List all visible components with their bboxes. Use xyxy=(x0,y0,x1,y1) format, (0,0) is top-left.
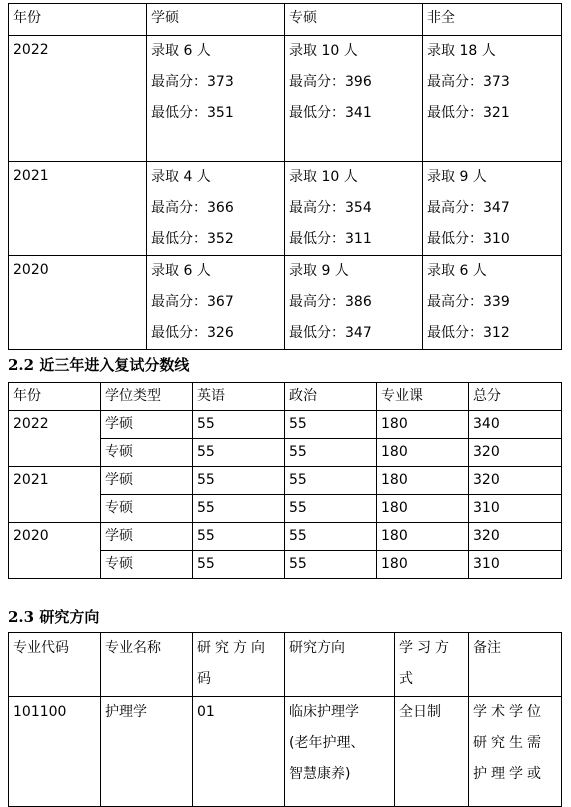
english-cell: 55 xyxy=(193,467,285,495)
major-name-cell: 护理学 xyxy=(101,697,193,807)
year-cell: 2022 xyxy=(9,36,147,162)
politics-cell: 55 xyxy=(285,551,377,579)
header-cell: 年份 xyxy=(9,383,101,411)
note-line: 研究生需 xyxy=(473,735,545,751)
min-score: 最低分：312 xyxy=(427,325,510,341)
politics-cell: 55 xyxy=(285,523,377,551)
min-score: 最低分：351 xyxy=(151,105,234,121)
major-cell: 180 xyxy=(377,551,469,579)
total-cell: 320 xyxy=(469,439,562,467)
research-direction-table xyxy=(8,632,562,807)
table-row xyxy=(9,697,562,807)
note-line: 护理学或 xyxy=(473,766,545,782)
direction-cell xyxy=(285,697,395,807)
admit-cell xyxy=(423,36,562,162)
min-score: 最低分：326 xyxy=(151,325,234,341)
min-score: 最低分：341 xyxy=(289,105,372,121)
table-row xyxy=(9,467,562,495)
direction-line: 智慧康养) xyxy=(289,766,351,782)
header-cell: 年份 xyxy=(9,4,147,36)
admit-cell xyxy=(285,162,423,256)
note-line: 学术学位 xyxy=(473,704,545,720)
degree-type-cell: 学硕 xyxy=(101,523,193,551)
admit-cell xyxy=(147,162,285,256)
total-cell: 310 xyxy=(469,495,562,523)
max-score: 最高分：339 xyxy=(427,294,510,310)
politics-cell: 55 xyxy=(285,467,377,495)
min-score: 最低分：310 xyxy=(427,231,510,247)
english-cell: 55 xyxy=(193,551,285,579)
admit-cell xyxy=(423,256,562,350)
max-score: 最高分：366 xyxy=(151,200,234,216)
english-cell: 55 xyxy=(193,495,285,523)
table-header-row xyxy=(9,383,562,411)
year-cell: 2020 xyxy=(9,256,147,350)
note-cell xyxy=(469,697,562,807)
header-cell: 备注 xyxy=(469,633,562,697)
year-cell: 2021 xyxy=(9,162,147,256)
table-row xyxy=(9,256,562,350)
major-cell: 180 xyxy=(377,439,469,467)
admit-count: 录取 10 人 xyxy=(289,169,358,185)
major-cell: 180 xyxy=(377,495,469,523)
admit-count: 录取 6 人 xyxy=(427,263,487,279)
retest-score-table xyxy=(8,382,562,579)
header-cell: 专业代码 xyxy=(9,633,101,697)
max-score: 最高分：354 xyxy=(289,200,372,216)
total-cell: 310 xyxy=(469,551,562,579)
degree-type-cell: 专硕 xyxy=(101,495,193,523)
major-cell: 180 xyxy=(377,467,469,495)
major-cell: 180 xyxy=(377,411,469,439)
max-score: 最高分：373 xyxy=(427,74,510,90)
direction-line: (老年护理、 xyxy=(289,735,365,751)
header-cell: 学位类型 xyxy=(101,383,193,411)
degree-type-cell: 学硕 xyxy=(101,411,193,439)
table-header-row xyxy=(9,633,562,697)
admit-cell xyxy=(423,162,562,256)
study-mode-cell: 全日制 xyxy=(395,697,469,807)
header-cell: 总分 xyxy=(469,383,562,411)
table-header-row xyxy=(9,4,562,36)
header-cell: 专业名称 xyxy=(101,633,193,697)
year-cell: 2022 xyxy=(9,411,101,467)
admit-count: 录取 6 人 xyxy=(151,263,211,279)
total-cell: 340 xyxy=(469,411,562,439)
admit-cell xyxy=(285,36,423,162)
min-score: 最低分：347 xyxy=(289,325,372,341)
header-cell: 学习方式 xyxy=(395,633,469,697)
max-score: 最高分：386 xyxy=(289,294,372,310)
admit-cell xyxy=(147,256,285,350)
politics-cell: 55 xyxy=(285,411,377,439)
admission-table xyxy=(8,3,562,350)
direction-line: 临床护理学 xyxy=(289,704,359,720)
table-row xyxy=(9,411,562,439)
section-heading-2-3: 2.3 研究方向 xyxy=(8,608,100,626)
admit-cell xyxy=(147,36,285,162)
politics-cell: 55 xyxy=(285,439,377,467)
section-heading-2-2: 2.2 近三年进入复试分数线 xyxy=(8,356,190,374)
admit-count: 录取 9 人 xyxy=(427,169,487,185)
min-score: 最低分：311 xyxy=(289,231,372,247)
admit-count: 录取 18 人 xyxy=(427,43,496,59)
direction-code-cell: 01 xyxy=(193,697,285,807)
total-cell: 320 xyxy=(469,467,562,495)
major-code-cell: 101100 xyxy=(9,697,101,807)
header-cell: 专业课 xyxy=(377,383,469,411)
header-cell: 研究方向码 xyxy=(193,633,285,697)
max-score: 最高分：367 xyxy=(151,294,234,310)
year-cell: 2021 xyxy=(9,467,101,523)
total-cell: 320 xyxy=(469,523,562,551)
table-row xyxy=(9,523,562,551)
admit-cell xyxy=(285,256,423,350)
header-cell: 非全 xyxy=(423,4,562,36)
year-cell: 2020 xyxy=(9,523,101,579)
admit-count: 录取 9 人 xyxy=(289,263,349,279)
english-cell: 55 xyxy=(193,411,285,439)
table-row xyxy=(9,36,562,162)
admit-count: 录取 4 人 xyxy=(151,169,211,185)
header-cell: 专硕 xyxy=(285,4,423,36)
politics-cell: 55 xyxy=(285,495,377,523)
header-cell: 英语 xyxy=(193,383,285,411)
min-score: 最低分：352 xyxy=(151,231,234,247)
min-score: 最低分：321 xyxy=(427,105,510,121)
max-score: 最高分：347 xyxy=(427,200,510,216)
admit-count: 录取 6 人 xyxy=(151,43,211,59)
degree-type-cell: 专硕 xyxy=(101,551,193,579)
admit-count: 录取 10 人 xyxy=(289,43,358,59)
max-score: 最高分：396 xyxy=(289,74,372,90)
major-cell: 180 xyxy=(377,523,469,551)
table-row xyxy=(9,162,562,256)
english-cell: 55 xyxy=(193,439,285,467)
max-score: 最高分：373 xyxy=(151,74,234,90)
header-cell: 学硕 xyxy=(147,4,285,36)
header-cell: 研究方向 xyxy=(285,633,395,697)
header-cell: 政治 xyxy=(285,383,377,411)
degree-type-cell: 学硕 xyxy=(101,467,193,495)
english-cell: 55 xyxy=(193,523,285,551)
degree-type-cell: 专硕 xyxy=(101,439,193,467)
